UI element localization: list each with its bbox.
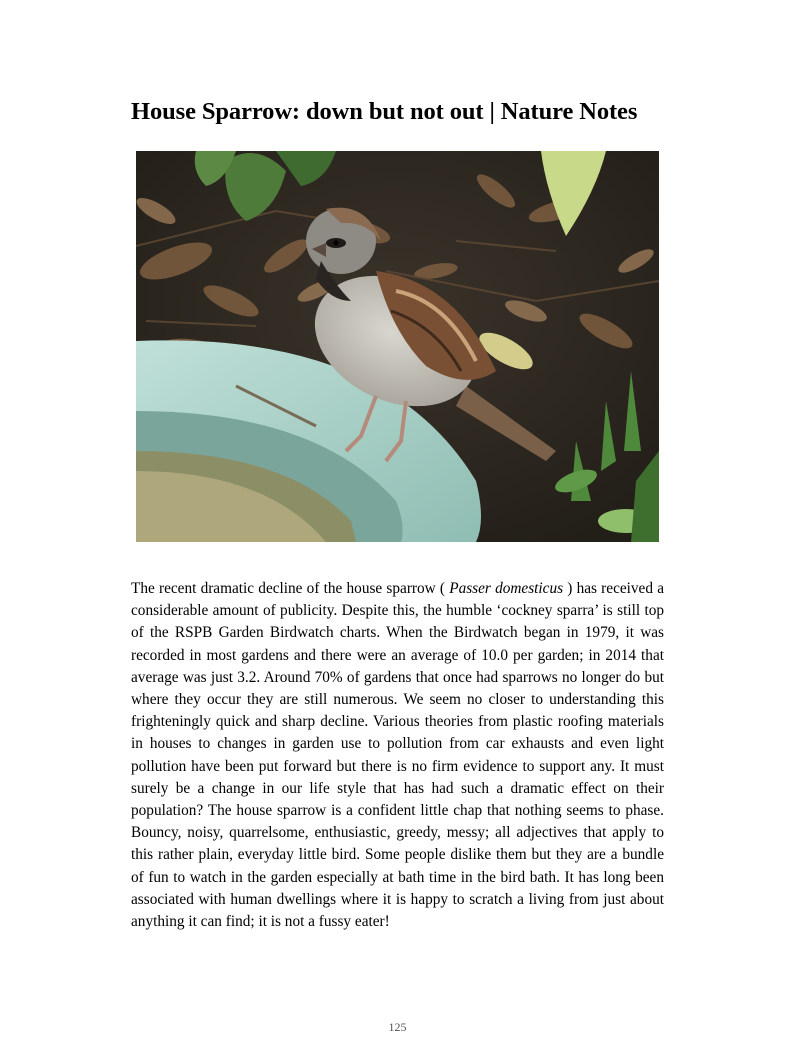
sparrow-photo <box>136 151 659 542</box>
article-paragraph <box>131 578 664 933</box>
page-number: 125 <box>388 1020 407 1034</box>
article-body: ) has received a considerable amount of publicity. Despite this, the humble ‘cockney sparra’ is still top of the RSPB Garden Birdwatch charts. When the Birdwatch began in 1979, it was recorded in most gardens and there were an average of 10.0 per garden; in 2014 that average was just 3.2. Around 70% of gardens that once had sparrows no longer do but where they occur they are still numerous. We seem no closer to understanding this frighteningly quick and sharp decline. Various theories from plastic roofing materials in houses to changes in garden use to pollution from car exhausts and even light pollution have been put forward but there is no firm evidence to support any. It must surely be a change in our life style that has had such a dramatic effect on their population? The house sparrow is a confident little chap that nothing seems to phase. Bouncy, noisy, quarrelsome, enthusiastic, greedy, messy; all adjectives that apply to this rather plain, everyday little bird. Some people dislike them but they are a bundle of fun to watch in the garden especially at bath time in the bird bath. It has long been associated with human dwellings where it is happy to scratch a living from just about anything it can find; it is not a fussy eater! <box>131 580 664 931</box>
article-text <box>131 578 664 933</box>
species-name: Passer domesticus <box>449 580 564 597</box>
article-intro: The recent dramatic decline of the house sparrow ( <box>131 580 450 597</box>
page-title: House Sparrow: down but not out | Nature Notes <box>131 98 638 125</box>
